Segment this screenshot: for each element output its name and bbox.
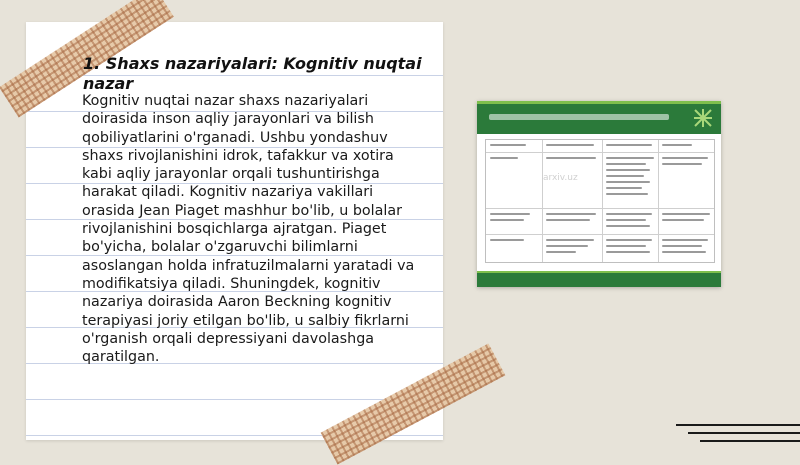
slide-table xyxy=(485,139,715,263)
slide-thumbnail xyxy=(477,101,721,287)
slide-table-col xyxy=(658,140,659,262)
decorative-line xyxy=(700,440,800,442)
body-paragraph: Kognitiv nuqtai nazar shaxs nazariyalari doirasida inson aqliy jarayonlari va bilish qobiliyatlarini o'rganadi. Ushbu yondashuv shaxs rivojlanishini idrok, tafakkur va xotira kabi aqliy jarayonlar orqali tushuntirishga harakat qiladi. Kognitiv nazariya vakillari orasida Jean Piaget mashhur bo'lib, u bolalar rivojlanishini bosqichlarga ajratgan. Piaget bo'yicha, bolalar o'zgaruvchi bilimlarni asoslangan holda infratuzilmalarni yaratadi va modifikatsiya qiladi. Shuningdek, kognitiv nazariya doirasida Aaron Beckning kognitiv terapiyasi joriy etilgan bo'lib, u salbiy fikrlarni o'rganish orqali depressiyani davolashga qaratilgan. xyxy=(82,93,415,366)
slide-watermark: arxiv.uz xyxy=(543,173,578,183)
slide-table-col xyxy=(602,140,603,262)
slide-footer xyxy=(477,271,721,287)
slide-header-text xyxy=(489,114,669,120)
page-title: 1. Shaxs nazariyalari: Kognitiv nuqtai nazar xyxy=(83,54,422,93)
ornament-icon xyxy=(693,108,713,128)
slide-header xyxy=(477,101,721,134)
slide-table-col xyxy=(542,140,543,262)
slide-table-row xyxy=(486,152,714,209)
decorative-line xyxy=(676,424,800,426)
decorative-line xyxy=(688,432,800,434)
